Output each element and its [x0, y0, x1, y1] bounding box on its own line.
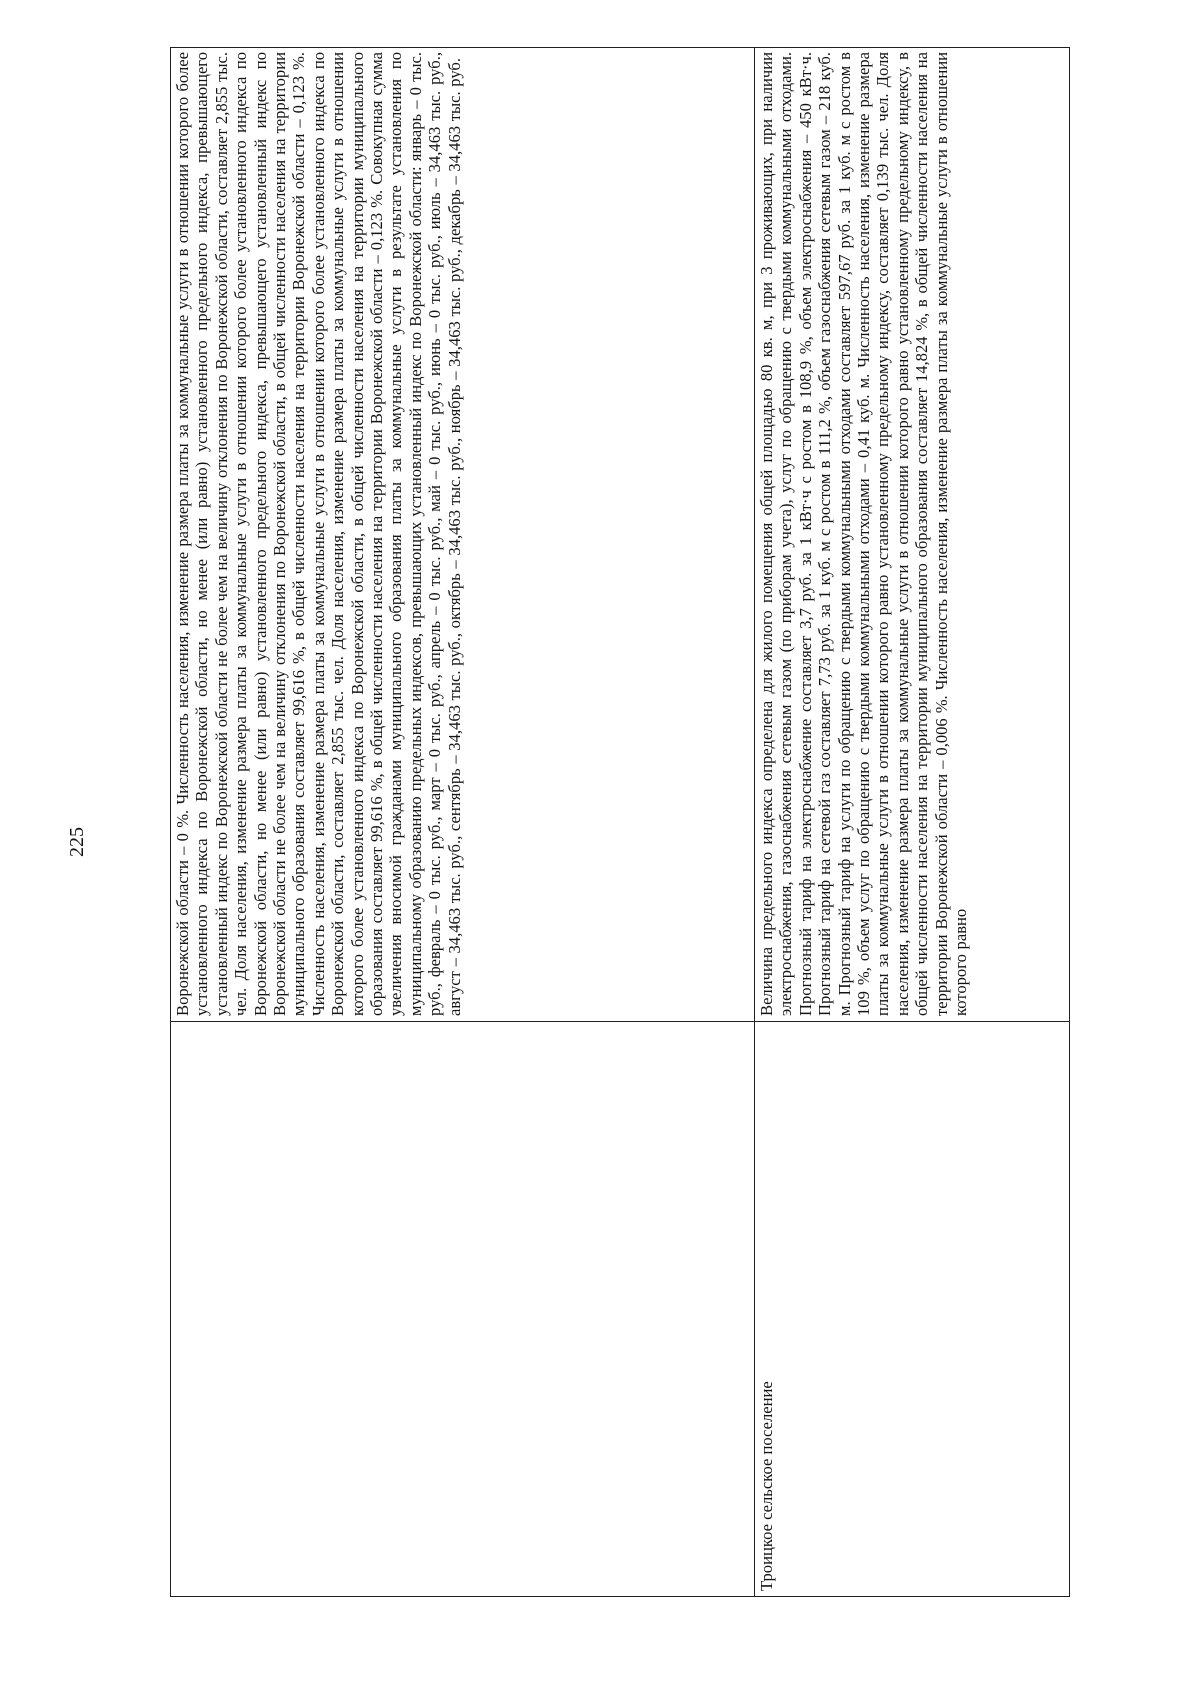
municipality-name-cell: [171, 1022, 755, 1597]
description-cell: Воронежской области – 0 %. Численность населения, изменение размера платы за коммунальные услуги в отношении которого более установленного индекса по Воронежской области, но менее (или равно) установленного предельного индекса, превышающего установленный индекс по Воронежской области не более чем на величину отклонения по Воронежской области, составляет 2,855 тыс. чел. Доля населения, изменение размера платы за коммунальные услуги в отношении которого более установленного индекса по Воронежской области, но менее (или равно) установленного предельного индекса, превышающего установленный индекс по Воронежской области не более чем на величину отклонения по Воронежской области, в общей численности населения на территории муниципального образования составляет 99,616 %, в общей численности населения на территории Воронежской области – 0,123 %. Численность населения, изменение размера платы за коммунальные услуги в отношении которого более установленного индекса по Воронежской области, составляет 2,855 тыс. чел. Доля населения, изменение размера платы за коммунальные услуги в отношении которого более установленного индекса по Воронежской области, в общей численности населения на территории муниципального образования составляет 99,616 %, в общей численности населения на территории Воронежской области – 0,123 %. Совокупная сумма увеличения вносимой гражданами муниципального образования платы за коммунальные услуги в результате установления по муниципальному образованию предельных индексов, превышающих установленный индекс по Воронежской области: январь – 0 тыс. руб., февраль – 0 тыс. руб., март – 0 тыс. руб., апрель – 0 тыс. руб., май – 0 тыс. руб., июнь – 0 тыс. руб., июль – 34,463 тыс. руб., август – 34,463 тыс. руб., сентябрь – 34,463 тыс. руб., октябрь – 34,463 тыс. руб., ноябрь – 34,463 тыс. руб., декабрь – 34,463 тыс. руб.: [171, 48, 755, 1022]
municipality-name-cell: Троицкое сельское поселение: [755, 1022, 1070, 1597]
table-row: [755, 48, 1070, 1597]
document-table-container: [170, 47, 1070, 1597]
description-cell: Величина предельного индекса определена для жилого помещения общей площадью 80 кв. м, при 3 проживающих, при наличии электроснабжения, газоснабжения сетевым газом (по приборам учета), услуг по обращению с твердыми коммунальными отходами. Прогнозный тариф на электроснабжение составляет 3,7 руб. за 1 кВт·ч с ростом в 108,9 %, объем электроснабжения – 450 кВт·ч. Прогнозный тариф на сетевой газ составляет 7,73 руб. за 1 куб. м с ростом в 111,2 %, объем газоснабжения сетевым газом – 218 куб. м. Прогнозный тариф на услуги по обращению с твердыми коммунальными отходами составляет 597,67 руб. за 1 куб. м с ростом в 109 %, объем услуг по обращению с твердыми коммунальными отходами – 0,41 куб. м. Численность населения, изменение размера платы за коммунальные услуги в отношении которого равно установленному предельному индексу, составляет 0,139 тыс. чел. Доля населения, изменение размера платы за коммунальные услуги в отношении которого равно установленному предельному индексу, в общей численности населения на территории муниципального образования составляет 14,824 %, в общей численности населения на территории Воронежской области – 0,006 %. Численность населения, изменение размера платы за коммунальные услуги в отношении которого равно: [755, 48, 1070, 1022]
page-number: 225: [66, 827, 88, 857]
document-table: [170, 47, 1070, 1597]
table-row: [171, 48, 755, 1597]
